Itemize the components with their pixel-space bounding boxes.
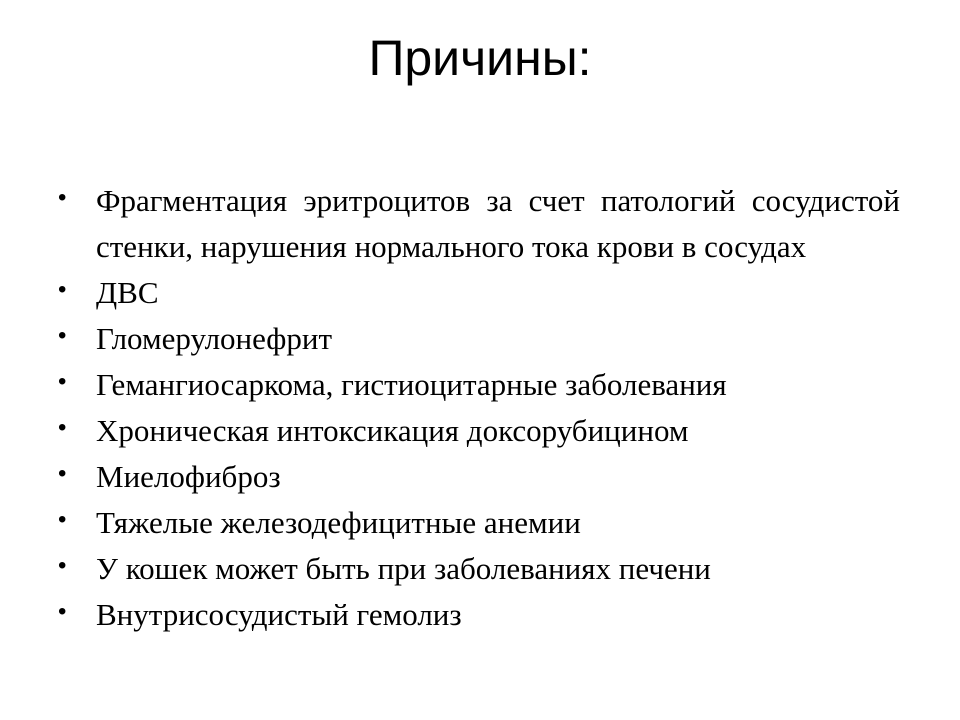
list-item-text: Гемангиосаркома, гистиоцитарные заболевания <box>96 367 727 402</box>
list-item-text: Миелофиброз <box>96 459 281 494</box>
list-item <box>58 316 900 362</box>
bullet-icon: • <box>58 460 67 487</box>
list-item-text: Внутрисосудистый гемолиз <box>96 597 462 632</box>
bullet-icon: • <box>58 322 67 349</box>
list-item-text: Гломерулонефрит <box>96 321 332 356</box>
bullet-icon: • <box>58 552 67 579</box>
list-item <box>58 178 900 270</box>
list-item <box>58 500 900 546</box>
bullet-list <box>58 178 900 638</box>
list-item <box>58 270 900 316</box>
list-item <box>58 546 900 592</box>
list-item-text: У кошек может быть при заболеваниях печени <box>96 551 711 586</box>
bullet-icon: • <box>58 368 67 395</box>
list-item-text: Тяжелые железодефицитные анемии <box>96 505 581 540</box>
list-item-text: Хроническая интоксикация доксорубицином <box>96 413 689 448</box>
list-item <box>58 454 900 500</box>
bullet-icon: • <box>58 598 67 625</box>
bullet-icon: • <box>58 414 67 441</box>
bullet-icon: • <box>58 506 67 533</box>
list-item-text: Фрагментация эритроцитов за счет патологий сосудистой стенки, нарушения нормального тока крови в сосудах <box>96 183 900 264</box>
list-item <box>58 362 900 408</box>
list-item <box>58 408 900 454</box>
bullet-icon: • <box>58 276 67 303</box>
list-item-text: ДВС <box>96 275 159 310</box>
list-item <box>58 592 900 638</box>
bullet-icon: • <box>58 184 67 211</box>
slide-title: Причины: <box>368 30 592 86</box>
